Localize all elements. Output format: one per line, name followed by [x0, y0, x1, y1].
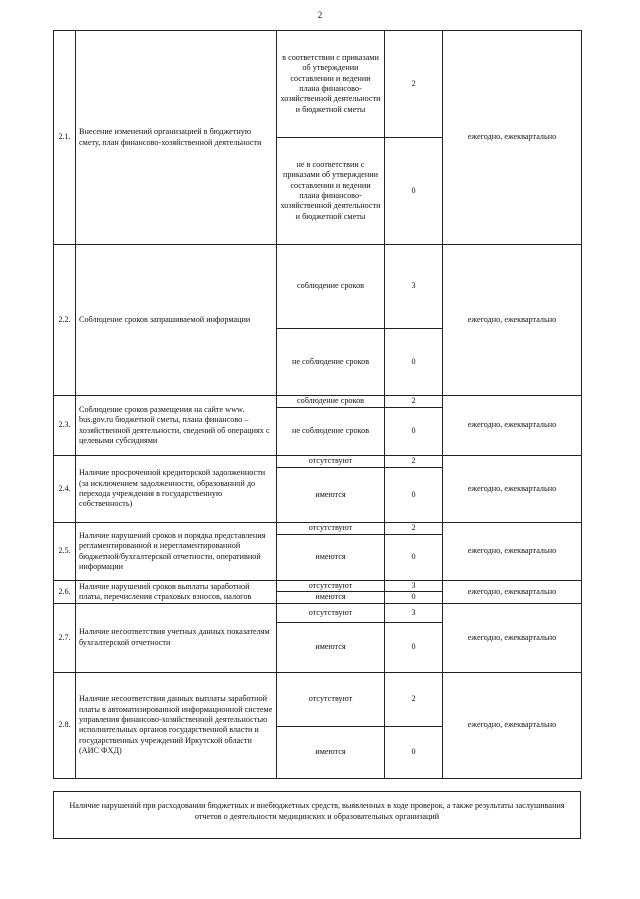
condition-text: отсутствуют: [277, 523, 385, 535]
condition-text: отсутствуют: [277, 581, 385, 592]
table-row: [54, 523, 582, 535]
criterion-name: Соблюдение сроков размещения на сайте www. bus.gov.ru бюджетной сметы, плана финансово – хозяйственной деятельности, сведений об операциях с целевыми субсидиями: [76, 396, 277, 456]
condition-text: имеются: [277, 726, 385, 778]
score-value: 0: [385, 329, 443, 396]
score-value: 0: [385, 622, 443, 672]
score-value: 3: [385, 581, 443, 592]
page-number: 2: [317, 10, 323, 20]
row-number: 2.5.: [54, 523, 76, 581]
table-row: [54, 672, 582, 726]
score-value: 0: [385, 726, 443, 778]
score-value: 2: [385, 31, 443, 138]
condition-text: отсутствуют: [277, 456, 385, 468]
condition-text: не соблюдение сроков: [277, 408, 385, 456]
condition-text: не соблюдение сроков: [277, 329, 385, 396]
frequency-cell: ежегодно, ежеквартально: [443, 456, 582, 523]
criteria-table: [53, 30, 582, 779]
table-row: [54, 603, 582, 622]
condition-text: имеются: [277, 592, 385, 603]
condition-text: имеются: [277, 468, 385, 523]
row-number: 2.6.: [54, 581, 76, 604]
row-number: 2.3.: [54, 396, 76, 456]
frequency-cell: ежегодно, ежеквартально: [443, 31, 582, 245]
score-value: 2: [385, 672, 443, 726]
score-value: 0: [385, 138, 443, 245]
row-number: 2.2.: [54, 245, 76, 396]
condition-text: не в соответствии с приказами об утверждении составлении и ведении плана финансово-хозяйственной деятельности и бюджетной сметы: [277, 138, 385, 245]
frequency-cell: ежегодно, ежеквартально: [443, 245, 582, 396]
score-value: 0: [385, 408, 443, 456]
criterion-name: Наличие нарушений сроков выплаты заработной платы, перечисления страховых взносов, налогов: [76, 581, 277, 604]
condition-text: имеются: [277, 535, 385, 581]
score-value: 0: [385, 592, 443, 603]
condition-text: соблюдение сроков: [277, 245, 385, 329]
frequency-cell: ежегодно, ежеквартально: [443, 523, 582, 581]
table-row: [54, 581, 582, 592]
criterion-name: Наличие несоответствия учетных данных показателям бухгалтерской отчетности: [76, 603, 277, 672]
score-value: 0: [385, 535, 443, 581]
row-number: 2.8.: [54, 672, 76, 778]
row-number: 2.4.: [54, 456, 76, 523]
condition-text: соблюдение сроков: [277, 396, 385, 408]
table-row: [54, 31, 582, 138]
frequency-cell: ежегодно, ежеквартально: [443, 672, 582, 778]
score-value: 0: [385, 468, 443, 523]
score-value: 3: [385, 245, 443, 329]
condition-text: имеются: [277, 622, 385, 672]
frequency-cell: ежегодно, ежеквартально: [443, 581, 582, 604]
criterion-name: Наличие просроченной кредиторской задолженности (за исключением задолженности, образованной до перехода учреждения в государственную собственность): [76, 456, 277, 523]
score-value: 3: [385, 603, 443, 622]
condition-text: отсутствуют: [277, 603, 385, 622]
score-value: 2: [385, 523, 443, 535]
criterion-name: Внесение изменений организацией в бюджетную смету, план финансово-хозяйственной деятельности: [76, 31, 277, 245]
footer-note: Наличие нарушений при расходовании бюджетных и внебюджетных средств, выявленных в ходе проверок, а также результаты заслушивания отчетов о деятельности медицинских и образовательных организаций: [53, 791, 581, 839]
criterion-name: Соблюдение сроков запрашиваемой информации: [76, 245, 277, 396]
table-row: [54, 396, 582, 408]
criterion-name: Наличие несоответствия данных выплаты заработной платы в автоматизированной информационной системе управления финансово-хозяйственной деятельностью исполнительных органов государственной власти и государственных учреждений Иркутской области (АИС ФХД): [76, 672, 277, 778]
score-value: 2: [385, 456, 443, 468]
condition-text: отсутствуют: [277, 672, 385, 726]
frequency-cell: ежегодно, ежеквартально: [443, 396, 582, 456]
row-number: 2.7.: [54, 603, 76, 672]
condition-text: в соответствии с приказами об утверждении составлении и ведении плана финансово-хозяйственной деятельности и бюджетной сметы: [277, 31, 385, 138]
criterion-name: Наличие нарушений сроков и порядка представления регламентированной и нерегламентированной бюджетной/бухгалтерской отчетности, оперативной информации: [76, 523, 277, 581]
table-row: [54, 456, 582, 468]
row-number: 2.1.: [54, 31, 76, 245]
score-value: 2: [385, 396, 443, 408]
frequency-cell: ежегодно, ежеквартально: [443, 603, 582, 672]
table-row: [54, 245, 582, 329]
